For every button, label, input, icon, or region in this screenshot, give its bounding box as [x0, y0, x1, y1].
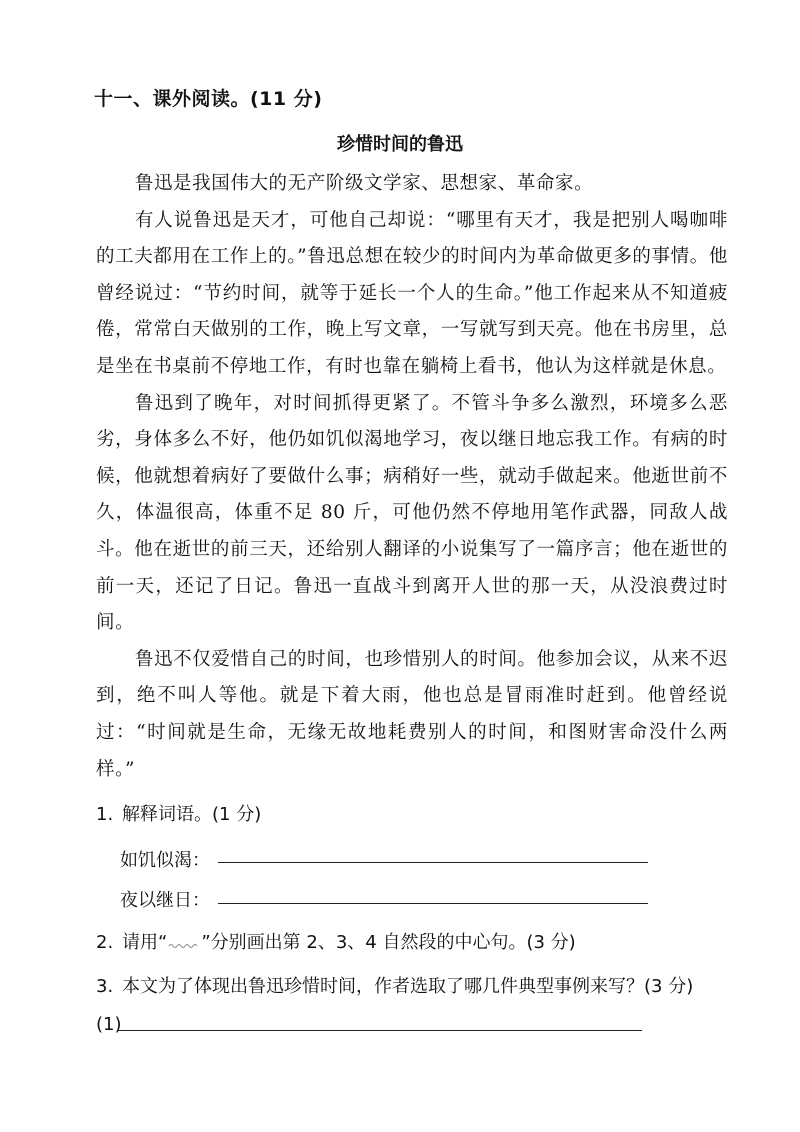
question-1 — [96, 800, 261, 826]
paragraph-1: 鲁迅是我国伟大的无产阶级文学家、思想家、革命家。 — [134, 173, 594, 194]
question-2 — [96, 928, 576, 954]
paragraph-2: 有人说鲁迅是天才，可他自己却说：“哪里有天才，我是把别人喝咖啡的工夫都用在工作上的。”鲁迅总想在较少的时间内为革命做更多的事情。他曾经说过：“节约时间，就等于延长一个人的生命。”他工作起来从不知道疲倦，常常白天做别的工作，晚上写文章，一写就写到天亮。他在书房里，总是坐在书桌前不停地工作，有时也靠在躺椅上看书，他认为这样就是休息。 — [96, 209, 728, 377]
wavy-underline-icon — [167, 940, 201, 950]
q3-answer-1-line[interactable] — [118, 1030, 642, 1031]
q1-item-2-label: 夜以继日： — [120, 890, 210, 911]
question-3-number: 3. — [96, 976, 114, 997]
article-title: 珍惜时间的鲁迅 — [337, 134, 463, 155]
question-3 — [96, 972, 693, 998]
question-2-text-after: ”分别画出第 2、3、4 自然段的中心句。(3 分) — [201, 932, 576, 953]
paragraph-3: 鲁迅到了晚年，对时间抓得更紧了。不管斗争多么激烈，环境多么恶劣，身体多么不好，他仍如饥似渴地学习，夜以继日地忘我工作。有病的时候，他就想着病好了要做什么事；病稍好一些，就动手做起来。他逝世前不久，体温很高，体重不足 80 斤，可他仍然不停地用笔作武器，同敌人战斗。他在逝世的前三天，还给别人翻译的小说集写了一篇序言；他在逝世的前一天，还记了日记。鲁迅一直战斗到离开人世的那一天，从没浪费过时间。 — [96, 392, 728, 634]
q1-item-2-answer-line[interactable] — [218, 903, 648, 904]
article-body — [96, 166, 728, 788]
question-1-number: 1. — [96, 804, 114, 825]
paragraph-4: 鲁迅不仅爱惜自己的时间，也珍惜别人的时间。他参加会议，从来不迟到，绝不叫人等他。就是下着大雨，他也总是冒雨准时赶到。他曾经说过：“时间就是生命，无缘无故地耗费别人的时间，和图财害命没什么两样。” — [96, 648, 728, 780]
question-3-text: 本文为了体现出鲁迅珍惜时间，作者选取了哪几件典型事例来写？(3 分) — [122, 976, 694, 997]
q3-answer-1-label: (1) — [96, 1014, 122, 1035]
q1-item-1-label: 如饥似渴： — [120, 850, 210, 871]
question-2-text-before: 请用“ — [122, 932, 168, 953]
section-title: 十一、课外阅读。(11 分) — [94, 88, 323, 110]
q1-item-1-answer-line[interactable] — [218, 862, 648, 863]
question-2-number: 2. — [96, 932, 114, 953]
question-1-text: 解释词语。(1 分) — [122, 804, 262, 825]
